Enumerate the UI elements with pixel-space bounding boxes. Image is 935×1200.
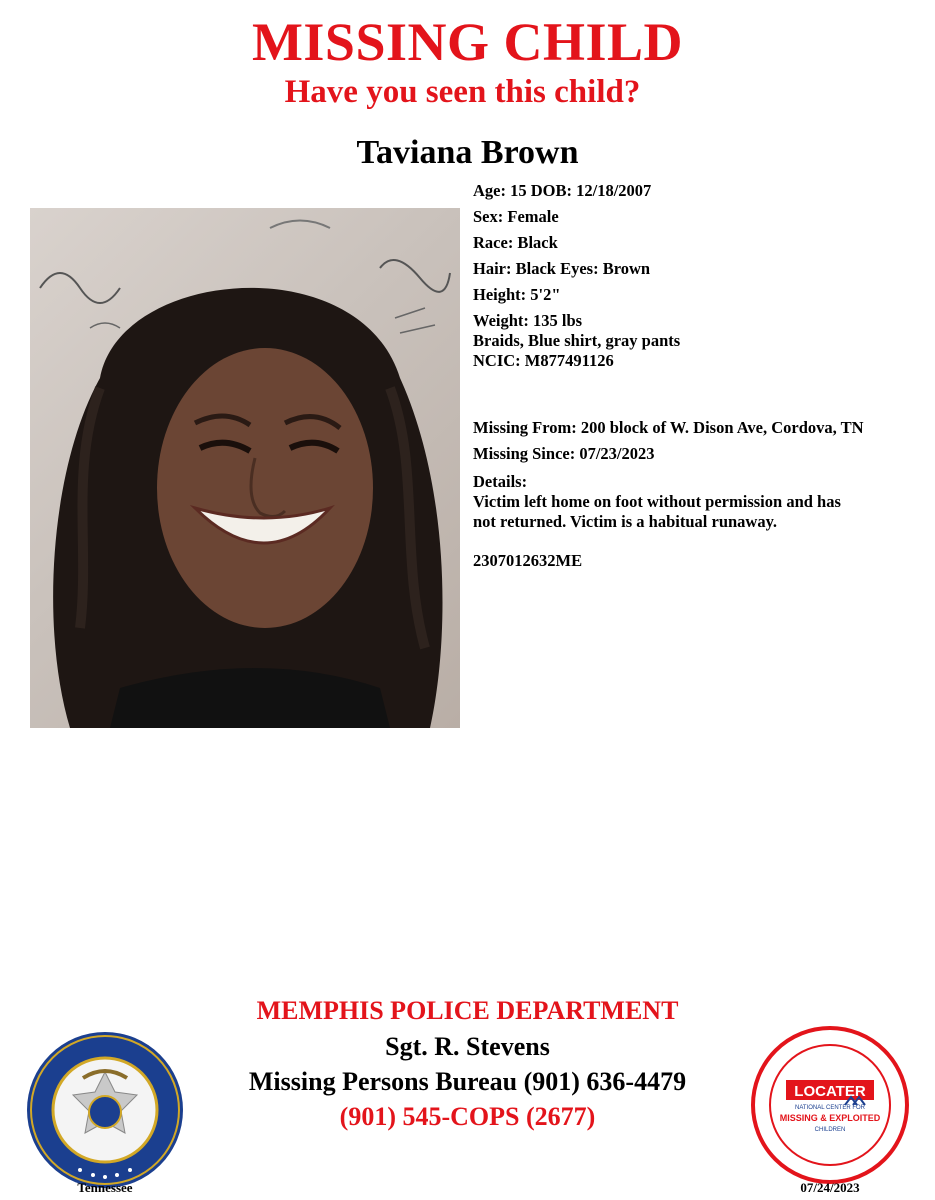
poster-subtitle: Have you seen this child? xyxy=(284,74,641,110)
seal-icon xyxy=(25,1030,185,1190)
details-line-1: Victim left home on foot without permission and has xyxy=(473,492,841,511)
race: Race: Black xyxy=(473,233,558,252)
missing-since: Missing Since: 07/23/2023 xyxy=(473,444,655,463)
clothing: Braids, Blue shirt, gray pants xyxy=(473,331,681,350)
photo-illustration xyxy=(30,208,460,728)
contact-name: Sgt. R. Stevens xyxy=(385,1032,550,1061)
details-label: Details: xyxy=(473,472,528,491)
height: Height: 5'2" xyxy=(473,285,561,304)
ncic: NCIC: M877491126 xyxy=(473,351,614,370)
weight: Weight: 135 lbs xyxy=(473,311,583,330)
cops-phone: (901) 545-COPS (2677) xyxy=(339,1102,596,1131)
age-dob: Age: 15 DOB: 12/18/2007 xyxy=(473,181,652,200)
case-number: 2307012632ME xyxy=(473,551,583,570)
state-caption: Tennessee xyxy=(77,1180,133,1195)
locater-center-small: NATIONAL CENTER FOR xyxy=(794,1105,866,1111)
bureau-phone: Missing Persons Bureau (901) 636-4479 xyxy=(248,1067,687,1096)
date-caption: 07/24/2023 xyxy=(800,1180,860,1195)
hair-eyes: Hair: Black Eyes: Brown xyxy=(473,259,651,278)
details-line-2: not returned. Victim is a habitual runaway. xyxy=(473,512,778,531)
locater-icon xyxy=(750,1025,910,1185)
locater-center-big: MISSING & EXPLOITED xyxy=(779,1113,881,1123)
memphis-police-seal xyxy=(25,1030,185,1190)
department-name: MEMPHIS POLICE DEPARTMENT xyxy=(256,996,679,1025)
locater-title: LOCATER xyxy=(794,1083,866,1100)
child-photo xyxy=(30,208,460,728)
locater-logo xyxy=(750,1025,910,1185)
locater-children: CHILDREN xyxy=(814,1127,846,1133)
missing-from: Missing From: 200 block of W. Dison Ave, Cordova, TN xyxy=(473,418,864,437)
child-name: Taviana Brown xyxy=(356,134,579,171)
poster-title: MISSING CHILD xyxy=(251,12,684,72)
sex: Sex: Female xyxy=(473,207,559,226)
